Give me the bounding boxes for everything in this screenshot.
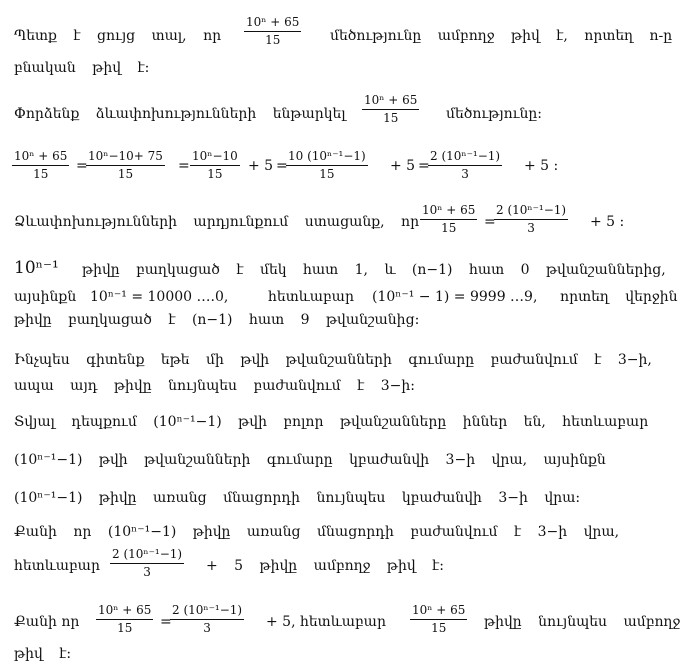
p3-end: + 5 :: [590, 214, 625, 230]
p8-d: թիվ է:: [14, 646, 72, 662]
p6-line1: Տվյալ դեպքում (10ⁿ⁻¹−1) թվի բոլոր թվանշանները իններ են, հետևաբար: [14, 414, 649, 430]
p8-b: + 5, հետևաբար: [266, 614, 386, 630]
p7-frac-num: 2 (10ⁿ⁻¹−1): [110, 546, 184, 564]
eq1-plus5: + 5: [248, 158, 274, 174]
eq1-frac-3: [190, 148, 240, 183]
p4-l2-c: հետևաբար: [268, 289, 354, 305]
p1-text-c: բնական թիվ է:: [14, 60, 150, 76]
eq1-frac-4-den: 15: [319, 167, 335, 181]
p3-frac-2-num: 2 (10ⁿ⁻¹−1): [494, 202, 568, 220]
eq1-frac-5-den: 3: [461, 167, 469, 181]
equals: =: [418, 158, 430, 174]
p8-frac-2-den: 3: [203, 621, 211, 635]
p2-text-a: Փորձենք ձևափոխությունների ենթարկել: [14, 106, 346, 122]
p7-frac-den: 3: [143, 565, 151, 579]
p8-frac-1-num: 10ⁿ + 65: [96, 602, 153, 620]
p6-line3: (10ⁿ⁻¹−1) թիվը առանց մնացորդի նույնպես կբաժանվի 3−ի վրա:: [14, 490, 581, 506]
p6-line2: (10ⁿ⁻¹−1) թվի թվանշանների գումարը կբաժանվի 3−ի վրա, այսինքն: [14, 452, 606, 468]
p1-fraction: [244, 14, 301, 49]
equals: =: [160, 614, 172, 630]
p3-text-a: Ձևափոխությունների արդյունքում ստացանք, որ: [14, 214, 420, 230]
p2-text-b: մեծությունը:: [446, 106, 543, 122]
eq1-frac-4: [286, 148, 368, 183]
equals: =: [484, 214, 496, 230]
p4-line1: թիվը բաղկացած է մեկ հատ 1, և (n−1) հատ 0 թվանշաններից,: [82, 262, 666, 278]
p1-text-a: Պետք է ցույց տալ, որ: [14, 28, 222, 44]
p8-frac-2-num: 2 (10ⁿ⁻¹−1): [170, 602, 244, 620]
p8-frac-1: [96, 602, 153, 637]
p4-l2-a: այսինքն: [14, 289, 77, 305]
eq1-frac-5-num: 2 (10ⁿ⁻¹−1): [428, 148, 502, 166]
eq1-frac-3-num: 10ⁿ−10: [190, 148, 240, 166]
p7-fraction: [110, 546, 184, 581]
p1-text-b: մեծությունը ամբողջ թիվ է, որտեղ n-ը: [330, 28, 673, 44]
p2-fraction: [362, 92, 419, 127]
eq1-frac-1: [12, 148, 69, 183]
p3-frac-2: [494, 202, 568, 237]
equals: =: [276, 158, 288, 174]
p7-line1: Քանի որ (10ⁿ⁻¹−1) թիվը առանց մնացորդի բաժանվում է 3−ի վրա,: [14, 524, 620, 540]
p4-l2-e: որտեղ վերջին: [560, 289, 678, 305]
p5-line1: Ինչպես գիտենք եթե մի թվի թվանշանների գումարը բաժանվում է 3−ի,: [14, 352, 652, 368]
p7-l2-a: հետևաբար: [14, 558, 100, 574]
p4-l2-d: (10ⁿ⁻¹ − 1) = 9999 …9,: [372, 289, 538, 305]
eq1-frac-2: [86, 148, 165, 183]
p1-frac-den: 15: [265, 33, 281, 47]
eq1-end: + 5 :: [524, 158, 559, 174]
p8-frac-3-num: 10ⁿ + 65: [410, 602, 467, 620]
p7-l2-b: + 5 թիվը ամբողջ թիվ է:: [206, 558, 444, 574]
eq1-frac-1-den: 15: [33, 167, 49, 181]
p2-frac-num: 10ⁿ + 65: [362, 92, 419, 110]
p8-frac-3: [410, 602, 467, 637]
p4-power: 10ⁿ⁻¹: [14, 258, 59, 278]
p3-frac-1-num: 10ⁿ + 65: [420, 202, 477, 220]
eq1-frac-3-den: 15: [207, 167, 223, 181]
p3-frac-1-den: 15: [441, 221, 457, 235]
eq1-frac-4-num: 10 (10ⁿ⁻¹−1): [286, 148, 368, 166]
p8-frac-2: [170, 602, 244, 637]
p8-frac-1-den: 15: [117, 621, 133, 635]
p4-l2-b: 10ⁿ⁻¹ = 10000 ….0,: [90, 289, 229, 305]
equals: =: [76, 158, 88, 174]
eq1-plus5: + 5: [390, 158, 416, 174]
equals: =: [178, 158, 190, 174]
eq1-frac-2-num: 10ⁿ−10+ 75: [86, 148, 165, 166]
p2-frac-den: 15: [383, 111, 399, 125]
eq1-frac-1-num: 10ⁿ + 65: [12, 148, 69, 166]
eq1-frac-2-den: 15: [117, 167, 134, 181]
p3-frac-1: [420, 202, 477, 237]
p5-line2: ապա այդ թիվը նույնպես բաժանվում է 3−ի:: [14, 378, 415, 394]
p8-c: թիվը նույնպես ամբողջ: [484, 614, 681, 630]
p1-frac-num: 10ⁿ + 65: [244, 14, 301, 32]
eq1-frac-5: [428, 148, 502, 183]
p8-a: Քանի որ: [14, 614, 80, 630]
p3-frac-2-den: 3: [527, 221, 535, 235]
p8-frac-3-den: 15: [431, 621, 447, 635]
p4-line3: թիվը բաղկացած է (n−1) հատ 9 թվանշանից:: [14, 312, 420, 328]
